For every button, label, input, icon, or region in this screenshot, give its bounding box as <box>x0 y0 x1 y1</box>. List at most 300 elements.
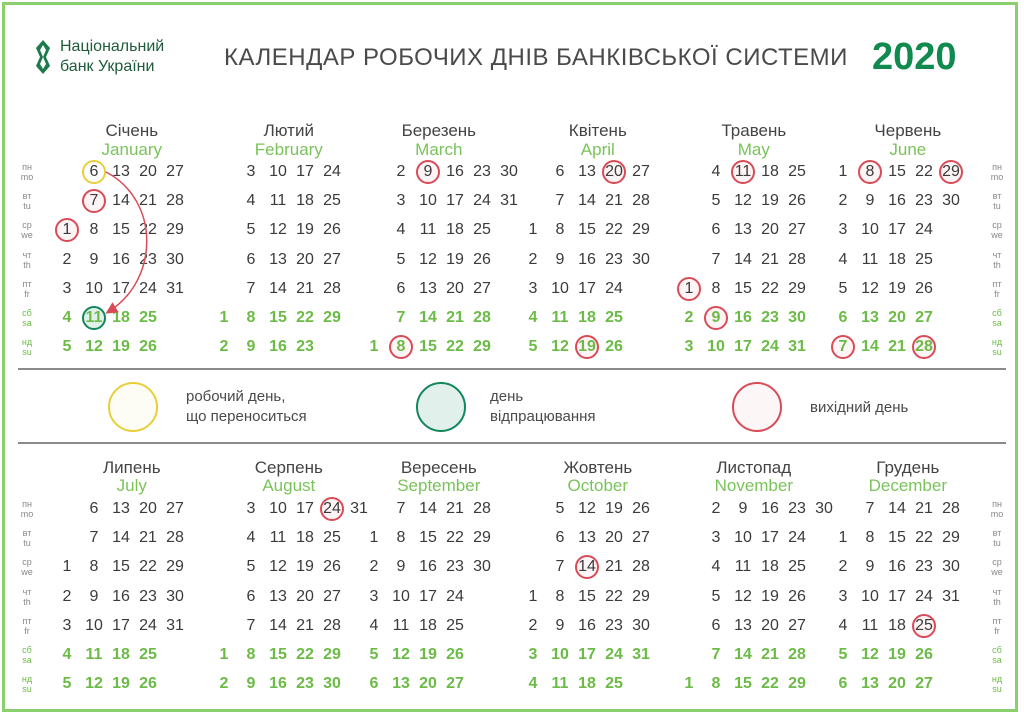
day-cell: 18 <box>112 646 130 663</box>
day-cell: 12 <box>734 192 752 210</box>
day-cell: 2 <box>528 616 538 634</box>
day-cell: 1 <box>369 338 379 356</box>
day-cell: 9 <box>865 558 875 576</box>
day-cell: 22 <box>446 529 464 547</box>
day-cell: 11 <box>551 675 569 693</box>
day-cell: 27 <box>632 529 650 547</box>
day-cell: 22 <box>761 675 779 693</box>
weekday-label-en: th <box>993 596 1001 607</box>
day-cell: 9 <box>711 309 721 326</box>
day-cell: 20 <box>296 250 314 268</box>
weekday-label-ua: пт <box>992 615 1002 626</box>
day-cell: 24 <box>761 338 779 356</box>
day-cell: 6 <box>89 163 99 180</box>
day-cell: 8 <box>555 221 565 239</box>
day-cell: 4 <box>396 221 406 239</box>
day-cell: 20 <box>888 309 906 326</box>
day-cell: 12 <box>269 221 287 239</box>
day-cell: 1 <box>219 309 229 326</box>
day-cell: 11 <box>861 616 879 634</box>
day-cell: 5 <box>528 338 538 356</box>
day-cell: 27 <box>166 500 184 517</box>
month-name-ua: Листопад <box>716 458 792 477</box>
weekday-label-en: mo <box>990 172 1004 182</box>
day-cell: 6 <box>711 221 721 239</box>
day-cell: 1 <box>838 529 848 547</box>
day-cell: 26 <box>915 279 933 297</box>
day-cell: 4 <box>838 616 848 634</box>
day-cell: 23 <box>605 616 623 634</box>
day-cell: 14 <box>419 309 437 326</box>
weekday-label-ua: сб <box>992 645 1002 655</box>
day-cell: 20 <box>605 529 623 547</box>
day-cell: 16 <box>112 587 130 605</box>
day-cell: 7 <box>711 646 721 663</box>
day-cell: 6 <box>369 675 379 693</box>
day-cell: 6 <box>838 675 848 693</box>
day-cell: 24 <box>473 192 491 210</box>
day-cell: 21 <box>605 192 623 210</box>
divider-bottom <box>18 442 1006 444</box>
day-cell: 1 <box>684 675 694 693</box>
day-cell: 24 <box>139 616 157 634</box>
day-cell: 28 <box>632 558 650 576</box>
day-cell: 25 <box>788 163 806 180</box>
day-cell: 20 <box>419 675 437 693</box>
day-cell: 3 <box>62 616 72 634</box>
day-cell: 8 <box>396 529 406 547</box>
day-cell: 16 <box>269 675 287 693</box>
day-cell: 23 <box>296 338 314 356</box>
day-cell: 2 <box>219 675 229 693</box>
weekday-label-en: sa <box>992 655 1002 665</box>
day-cell: 15 <box>734 675 752 693</box>
day-cell: 18 <box>761 558 779 576</box>
day-cell: 11 <box>392 616 410 634</box>
day-cell: 17 <box>112 616 130 634</box>
day-cell: 15 <box>112 558 130 576</box>
day-cell: 6 <box>246 250 256 268</box>
day-cell: 10 <box>707 338 725 356</box>
weekday-label-en: su <box>992 684 1002 695</box>
day-cell: 5 <box>369 646 379 663</box>
day-cell: 18 <box>888 616 906 634</box>
day-cell: 30 <box>942 192 960 210</box>
month-name-ua: Квітень <box>568 121 627 140</box>
day-cell: 22 <box>605 221 623 239</box>
day-cell: 9 <box>246 338 256 356</box>
day-cell: 11 <box>269 192 287 210</box>
day-cell: 14 <box>734 646 752 663</box>
day-cell: 27 <box>323 250 341 268</box>
day-cell: 23 <box>915 192 933 210</box>
weekday-label-ua: пн <box>22 162 32 172</box>
month-name-en: September <box>397 476 481 495</box>
day-cell: 12 <box>578 500 596 517</box>
month-name-en: October <box>567 476 629 495</box>
day-cell: 30 <box>632 616 650 634</box>
day-cell: 18 <box>578 675 596 693</box>
day-cell: 23 <box>296 675 314 693</box>
day-cell: 15 <box>888 529 906 547</box>
year-label: 2020 <box>872 36 957 78</box>
day-cell: 19 <box>296 221 314 239</box>
day-cell: 13 <box>419 279 437 297</box>
day-cell: 20 <box>888 675 906 693</box>
day-cell: 27 <box>915 675 933 693</box>
weekday-label-en: tu <box>23 538 31 549</box>
day-cell: 20 <box>296 587 314 605</box>
weekday-label-en: we <box>21 567 33 578</box>
day-cell: 15 <box>734 279 752 297</box>
day-cell: 10 <box>551 279 569 297</box>
day-cell: 7 <box>711 250 721 268</box>
day-cell: 5 <box>838 646 848 663</box>
day-cell: 24 <box>915 221 933 239</box>
day-cell: 28 <box>323 616 341 634</box>
day-cell: 5 <box>838 279 848 297</box>
day-cell: 4 <box>711 558 721 576</box>
day-cell: 10 <box>861 587 879 605</box>
weekday-label-ua: пт <box>22 278 32 289</box>
day-cell: 1 <box>528 221 538 239</box>
day-cell: 17 <box>296 163 314 180</box>
day-cell: 2 <box>396 163 406 180</box>
day-cell: 22 <box>605 587 623 605</box>
weekday-label-en: sa <box>22 318 32 328</box>
day-cell: 1 <box>528 587 538 605</box>
day-cell: 25 <box>605 309 623 326</box>
day-cell: 9 <box>738 500 748 517</box>
day-cell: 4 <box>62 646 72 663</box>
day-cell: 10 <box>85 616 103 634</box>
day-cell: 21 <box>296 616 314 634</box>
day-cell: 29 <box>632 221 650 239</box>
weekday-label-en: tu <box>993 201 1001 212</box>
day-cell: 11 <box>734 558 752 576</box>
day-cell: 16 <box>578 616 596 634</box>
month-name-en: December <box>868 476 948 495</box>
day-cell: 2 <box>62 587 72 605</box>
day-cell: 4 <box>711 163 721 180</box>
month-name-en: January <box>101 140 163 159</box>
day-cell: 15 <box>578 587 596 605</box>
day-cell: 29 <box>632 587 650 605</box>
day-cell: 18 <box>578 309 596 326</box>
day-cell: 13 <box>861 675 879 693</box>
day-cell: 10 <box>861 221 879 239</box>
day-cell: 25 <box>473 221 491 239</box>
day-cell: 23 <box>473 163 491 180</box>
day-cell: 17 <box>296 500 314 517</box>
day-cell: 12 <box>85 675 103 693</box>
day-cell: 23 <box>761 309 779 326</box>
month-name-en: July <box>116 476 147 495</box>
day-cell: 7 <box>396 309 406 326</box>
day-cell: 15 <box>269 309 287 326</box>
day-cell: 16 <box>446 163 464 180</box>
day-cell: 14 <box>112 529 130 547</box>
day-cell: 26 <box>323 221 341 239</box>
weekday-label-ua: пн <box>992 499 1002 509</box>
day-cell: 3 <box>528 646 538 663</box>
weekday-label-en: tu <box>23 201 31 212</box>
day-cell: 23 <box>139 587 157 605</box>
day-cell: 28 <box>473 500 491 517</box>
day-cell: 18 <box>296 192 314 210</box>
weekday-label-ua: нд <box>21 674 33 685</box>
day-cell: 26 <box>915 646 933 663</box>
day-cell: 24 <box>605 279 623 297</box>
day-cell: 21 <box>139 529 157 547</box>
day-cell: 5 <box>246 558 256 576</box>
day-cell: 15 <box>269 646 287 663</box>
day-cell: 2 <box>528 250 538 268</box>
day-cell: 27 <box>446 675 464 693</box>
weekday-label-en: su <box>992 347 1002 358</box>
day-cell: 31 <box>942 587 960 605</box>
day-cell: 27 <box>473 279 491 297</box>
day-cell: 21 <box>605 558 623 576</box>
day-cell: 30 <box>473 558 491 576</box>
day-cell: 1 <box>62 221 72 239</box>
day-cell: 21 <box>446 500 464 517</box>
day-cell: 29 <box>323 309 341 326</box>
month-name-en: February <box>254 140 323 159</box>
day-cell: 14 <box>861 338 879 356</box>
day-cell: 13 <box>734 616 752 634</box>
day-cell: 8 <box>246 646 256 663</box>
weekday-label-ua: вт <box>22 191 32 202</box>
day-cell: 28 <box>942 500 960 517</box>
day-cell: 8 <box>555 587 565 605</box>
day-cell: 15 <box>888 163 906 180</box>
day-cell: 6 <box>838 309 848 326</box>
day-cell: 9 <box>423 163 433 180</box>
day-cell: 27 <box>632 163 650 180</box>
weekday-label-ua: ср <box>992 220 1002 231</box>
day-cell: 2 <box>684 309 694 326</box>
day-cell: 2 <box>711 500 721 517</box>
day-cell: 26 <box>139 338 157 356</box>
day-cell: 24 <box>788 529 806 547</box>
weekday-label-ua: сб <box>992 308 1002 318</box>
day-cell: 22 <box>296 646 314 663</box>
day-cell: 5 <box>62 675 72 693</box>
day-cell: 19 <box>446 250 464 268</box>
day-cell: 3 <box>62 279 72 297</box>
day-cell: 29 <box>323 646 341 663</box>
day-cell: 12 <box>85 338 103 356</box>
day-cell: 13 <box>578 529 596 547</box>
day-cell: 12 <box>269 558 287 576</box>
day-cell: 19 <box>296 558 314 576</box>
day-cell: 30 <box>788 309 806 326</box>
day-cell: 10 <box>269 500 287 517</box>
day-cell: 26 <box>473 250 491 268</box>
day-cell: 16 <box>578 250 596 268</box>
day-cell: 3 <box>396 192 406 210</box>
nbu-logo-icon <box>36 40 50 74</box>
legend-holiday-line1: вихідний день <box>810 399 909 416</box>
day-cell: 31 <box>500 192 518 210</box>
day-cell: 11 <box>419 221 437 239</box>
day-cell: 9 <box>396 558 406 576</box>
weekday-label-ua: вт <box>992 528 1002 539</box>
day-cell: 21 <box>888 338 906 356</box>
day-cell: 3 <box>838 587 848 605</box>
day-cell: 23 <box>915 558 933 576</box>
day-cell: 13 <box>112 163 130 180</box>
day-cell: 9 <box>89 250 99 268</box>
day-cell: 20 <box>761 221 779 239</box>
day-cell: 26 <box>446 646 464 663</box>
month-name-en: May <box>737 140 770 159</box>
weekday-label-ua: пт <box>22 615 32 626</box>
day-cell: 28 <box>323 279 341 297</box>
day-cell: 22 <box>761 279 779 297</box>
weekday-label-en: fr <box>24 625 30 636</box>
day-cell: 26 <box>788 192 806 210</box>
day-cell: 30 <box>323 675 341 693</box>
day-cell: 18 <box>761 163 779 180</box>
day-cell: 8 <box>711 675 721 693</box>
legend-transfer-line1: робочий день, <box>186 388 286 405</box>
day-cell: 1 <box>369 529 379 547</box>
weekday-label-en: mo <box>990 509 1004 519</box>
day-cell: 15 <box>112 221 130 239</box>
day-cell: 6 <box>89 500 99 517</box>
day-cell: 20 <box>139 500 157 517</box>
day-cell: 7 <box>89 192 99 210</box>
day-cell: 11 <box>85 646 103 663</box>
day-cell: 18 <box>296 529 314 547</box>
day-cell: 9 <box>246 675 256 693</box>
day-cell: 15 <box>419 529 437 547</box>
weekday-label-ua: пн <box>992 162 1002 172</box>
day-cell: 19 <box>112 338 130 356</box>
day-cell: 29 <box>166 558 184 576</box>
day-cell: 1 <box>219 646 229 663</box>
day-cell: 24 <box>446 587 464 605</box>
day-cell: 23 <box>605 250 623 268</box>
day-cell: 30 <box>632 250 650 268</box>
day-cell: 19 <box>888 279 906 297</box>
day-cell: 13 <box>269 587 287 605</box>
day-cell: 26 <box>788 587 806 605</box>
day-cell: 28 <box>915 338 933 356</box>
day-cell: 4 <box>528 675 538 693</box>
day-cell: 16 <box>888 192 906 210</box>
day-cell: 4 <box>246 192 256 210</box>
day-cell: 9 <box>89 587 99 605</box>
day-cell: 24 <box>323 163 341 180</box>
day-cell: 10 <box>551 646 569 663</box>
day-cell: 19 <box>605 500 623 517</box>
day-cell: 24 <box>915 587 933 605</box>
month-name-ua: Липень <box>103 458 161 477</box>
day-cell: 14 <box>269 279 287 297</box>
day-cell: 4 <box>369 616 379 634</box>
day-cell: 22 <box>915 163 933 180</box>
day-cell: 8 <box>89 558 99 576</box>
day-cell: 6 <box>555 529 565 547</box>
month-name-ua: Грудень <box>876 458 940 477</box>
day-cell: 31 <box>166 616 184 634</box>
weekday-label-ua: вт <box>22 528 32 539</box>
day-cell: 6 <box>711 616 721 634</box>
weekday-label-en: su <box>22 684 32 695</box>
day-cell: 22 <box>915 529 933 547</box>
day-cell: 5 <box>62 338 72 356</box>
day-cell: 16 <box>269 338 287 356</box>
day-cell: 19 <box>419 646 437 663</box>
day-cell: 2 <box>219 338 229 356</box>
day-cell: 13 <box>112 500 130 517</box>
day-cell: 5 <box>711 587 721 605</box>
day-cell: 23 <box>788 500 806 517</box>
day-cell: 10 <box>85 279 103 297</box>
weekday-label-ua: нд <box>21 337 33 348</box>
day-cell: 6 <box>246 587 256 605</box>
day-cell: 23 <box>446 558 464 576</box>
day-cell: 5 <box>711 192 721 210</box>
legend-workoff-circle <box>416 382 466 432</box>
day-cell: 7 <box>246 279 256 297</box>
divider-top <box>18 368 1006 370</box>
weekday-label-ua: вт <box>992 191 1002 202</box>
day-cell: 19 <box>888 646 906 663</box>
day-cell: 12 <box>861 646 879 663</box>
day-cell: 14 <box>578 558 596 576</box>
month-name-en: April <box>580 140 615 159</box>
day-cell: 29 <box>788 675 806 693</box>
day-cell: 13 <box>392 675 410 693</box>
day-cell: 9 <box>865 192 875 210</box>
legend-transfer-circle <box>108 382 158 432</box>
weekday-label-en: mo <box>20 172 34 182</box>
day-cell: 14 <box>888 500 906 517</box>
day-cell: 8 <box>246 309 256 326</box>
day-cell: 12 <box>392 646 410 663</box>
day-cell: 8 <box>89 221 99 239</box>
day-cell: 18 <box>888 250 906 268</box>
day-cell: 13 <box>269 250 287 268</box>
day-cell: 3 <box>528 279 538 297</box>
day-cell: 14 <box>419 500 437 517</box>
day-cell: 16 <box>112 250 130 268</box>
weekday-label-en: fr <box>994 625 1000 636</box>
day-cell: 11 <box>269 529 287 547</box>
logo-text-line1: Національний <box>60 38 165 55</box>
weekday-label-ua: сб <box>22 308 32 318</box>
day-cell: 15 <box>419 338 437 356</box>
day-cell: 20 <box>139 163 157 180</box>
day-cell: 3 <box>246 500 256 517</box>
day-cell: 18 <box>112 309 130 326</box>
weekday-label-ua: чт <box>22 586 32 597</box>
weekday-label-ua: чт <box>992 586 1002 597</box>
day-cell: 22 <box>296 309 314 326</box>
day-cell: 7 <box>89 529 99 547</box>
day-cell: 23 <box>139 250 157 268</box>
day-cell: 9 <box>555 616 565 634</box>
day-cell: 19 <box>578 338 596 356</box>
month-name-ua: Лютий <box>263 121 314 140</box>
day-cell: 28 <box>632 192 650 210</box>
day-cell: 8 <box>396 338 406 356</box>
day-cell: 28 <box>473 309 491 326</box>
